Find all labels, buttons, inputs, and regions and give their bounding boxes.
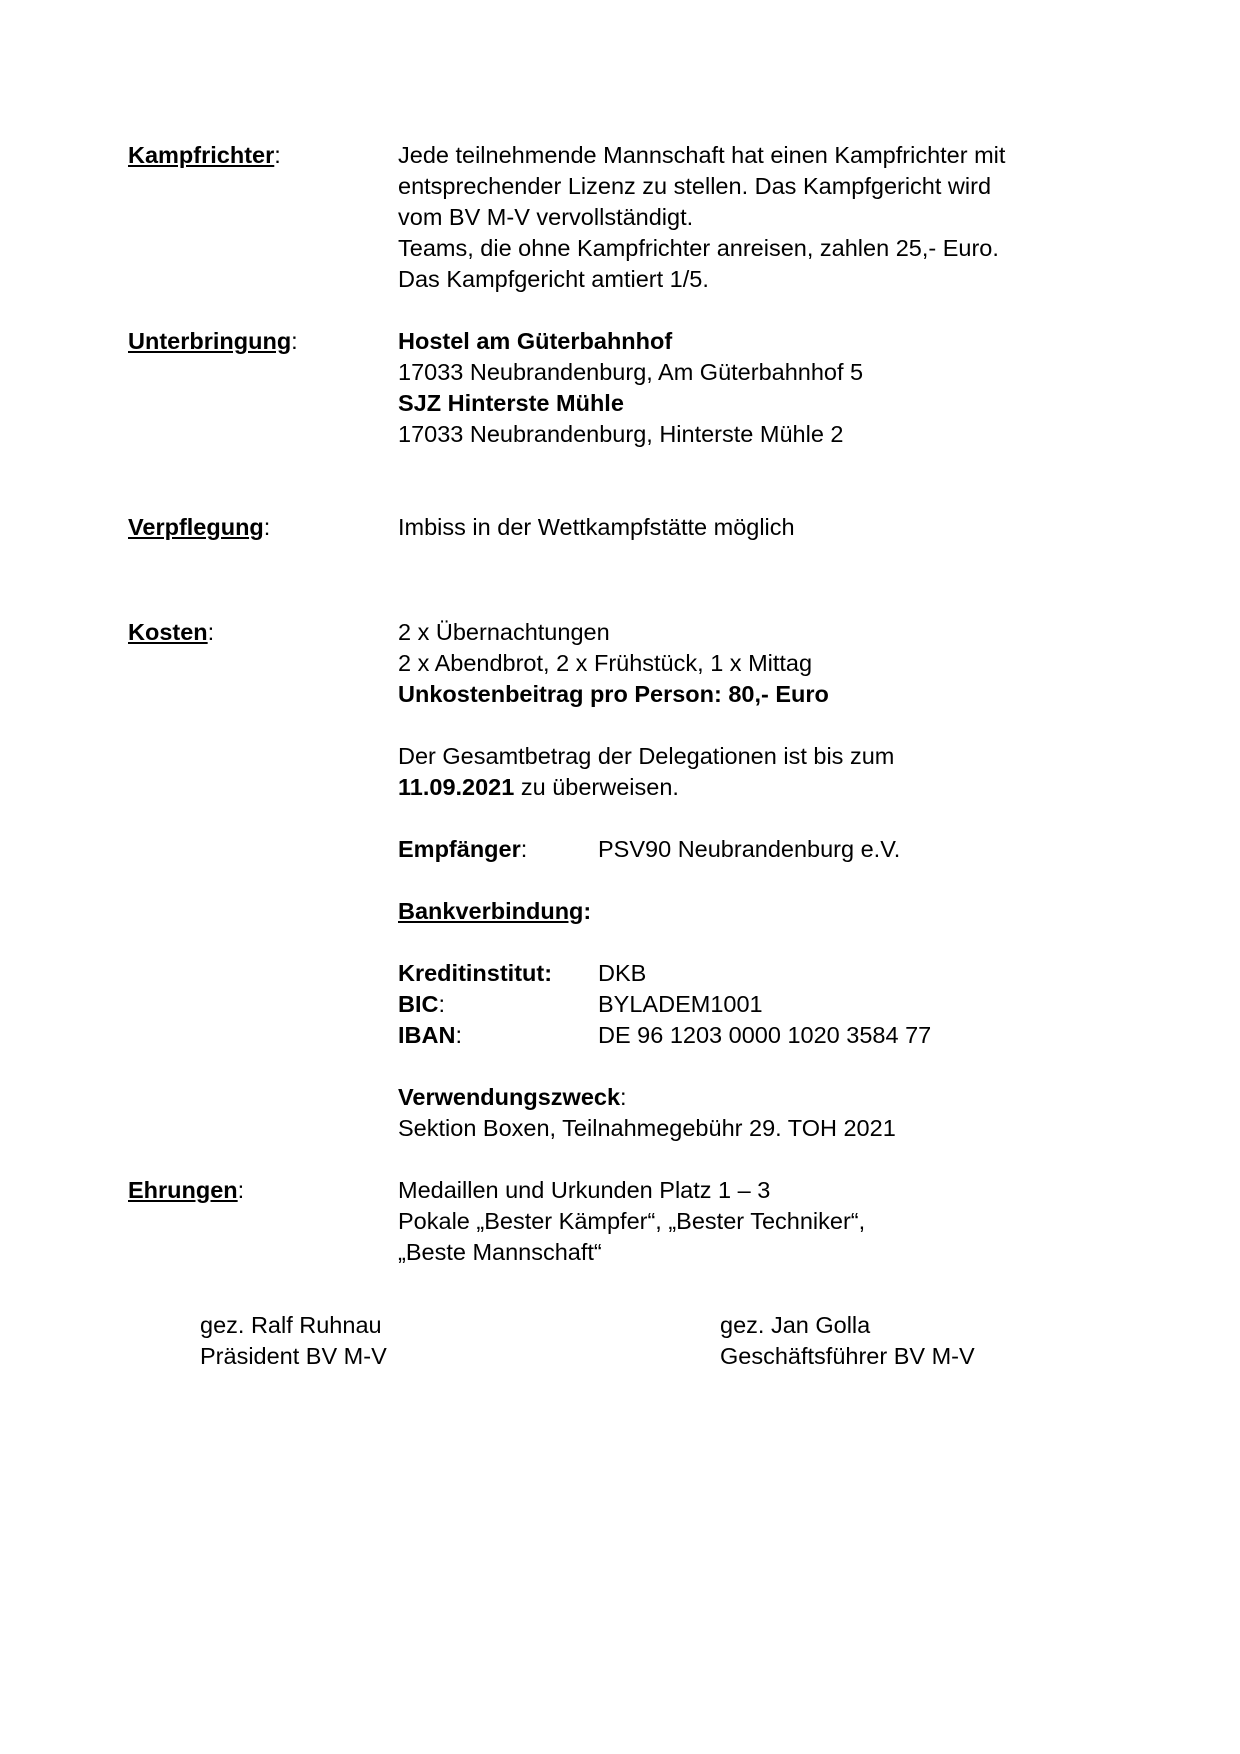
bank-heading-colon: : bbox=[583, 898, 592, 924]
spacer bbox=[398, 927, 1118, 958]
bank-field-value-iban: DE 96 1203 0000 1020 3584 77 bbox=[598, 1022, 932, 1048]
signature-right bbox=[720, 1310, 1100, 1372]
recipient-row bbox=[398, 834, 1118, 865]
signature-block bbox=[200, 1310, 1100, 1372]
bank-field-label-bic-colon: : bbox=[438, 991, 446, 1017]
section-term: Verpflegung bbox=[128, 514, 264, 540]
bank-heading bbox=[398, 896, 1118, 927]
section-term-colon: : bbox=[263, 514, 271, 540]
section-term-colon: : bbox=[291, 328, 298, 354]
section-unterbringung bbox=[128, 326, 1118, 450]
section-verpflegung bbox=[128, 512, 1118, 543]
recipient-value: PSV90 Neubrandenburg e.V. bbox=[598, 836, 901, 862]
spacer bbox=[128, 295, 1118, 326]
bank-field-label-iban-text: IBAN bbox=[398, 1022, 456, 1048]
text-line: Das Kampfgericht amtiert 1/5. bbox=[398, 266, 709, 292]
text-line: entsprechender Lizenz zu stellen. Das Kampfgericht wird bbox=[398, 173, 992, 199]
section-label-unterbringung bbox=[128, 326, 398, 357]
signature-role: Präsident BV M-V bbox=[200, 1343, 387, 1369]
bank-field-label-kreditinstitut: Kreditinstitut: bbox=[398, 960, 553, 986]
section-body-verpflegung bbox=[398, 512, 1118, 543]
text-line: Imbiss in der Wettkampfstätte möglich bbox=[398, 514, 795, 540]
bank-field-row bbox=[398, 989, 1118, 1020]
text-line: Pokale „Bester Kämpfer“, „Bester Techniker“, bbox=[398, 1208, 866, 1234]
bank-field-value-bic: BYLADEM1001 bbox=[598, 991, 763, 1017]
bank-field-label-iban-colon: : bbox=[455, 1022, 462, 1048]
signature-name: gez. Jan Golla bbox=[720, 1312, 871, 1338]
section-label-verpflegung bbox=[128, 512, 398, 543]
text-line: 17033 Neubrandenburg, Hinterste Mühle 2 bbox=[398, 421, 844, 447]
section-term: Unterbringung bbox=[128, 328, 292, 354]
section-term: Kosten bbox=[128, 619, 208, 645]
transfer-notice-tail: zu überweisen. bbox=[514, 774, 679, 800]
section-term-colon: : bbox=[237, 1177, 245, 1203]
transfer-notice-line-1: Der Gesamtbetrag der Delegationen ist bis zum bbox=[398, 743, 895, 769]
bank-heading-text: Bankverbindung bbox=[398, 898, 584, 924]
section-term-colon: : bbox=[274, 142, 281, 168]
text-line-fee: Unkostenbeitrag pro Person: 80,- Euro bbox=[398, 681, 829, 707]
text-line: Jede teilnehmende Mannschaft hat einen Kampfrichter mit bbox=[398, 142, 1006, 168]
text-line: vom BV M-V vervollständigt. bbox=[398, 204, 694, 230]
section-body-kampfrichter bbox=[398, 140, 1118, 295]
bank-field-label-bic bbox=[398, 989, 598, 1020]
section-term: Ehrungen bbox=[128, 1177, 238, 1203]
section-ehrungen bbox=[128, 1175, 1118, 1268]
text-line: 17033 Neubrandenburg, Am Güterbahnhof 5 bbox=[398, 359, 864, 385]
text-line: 2 x Abendbrot, 2 x Frühstück, 1 x Mittag bbox=[398, 650, 813, 676]
text-line: Hostel am Güterbahnhof bbox=[398, 328, 673, 354]
recipient-label-text: Empfänger bbox=[398, 836, 521, 862]
signature-name: gez. Ralf Ruhnau bbox=[200, 1312, 382, 1338]
signature-role: Geschäftsführer BV M-V bbox=[720, 1343, 975, 1369]
purpose-label bbox=[398, 1082, 1118, 1113]
transfer-due-date: 11.09.2021 bbox=[398, 774, 515, 800]
recipient-label bbox=[398, 834, 598, 865]
section-term-colon: : bbox=[207, 619, 215, 645]
section-body-unterbringung bbox=[398, 326, 1118, 450]
section-label-ehrungen bbox=[128, 1175, 398, 1206]
bank-field-row bbox=[398, 958, 1118, 989]
section-label-kosten bbox=[128, 617, 398, 648]
purpose-label-text: Verwendungszweck bbox=[398, 1084, 621, 1110]
section-kampfrichter bbox=[128, 140, 1118, 295]
text-line: 2 x Übernachtungen bbox=[398, 619, 610, 645]
document-body bbox=[128, 140, 1118, 1268]
section-term: Kampfrichter bbox=[128, 142, 275, 168]
spacer bbox=[128, 450, 1118, 512]
purpose-value: Sektion Boxen, Teilnahmegebühr 29. TOH 2021 bbox=[398, 1115, 896, 1141]
purpose-label-colon: : bbox=[620, 1084, 627, 1110]
signature-left bbox=[200, 1310, 720, 1372]
spacer bbox=[398, 865, 1118, 896]
section-body-kosten bbox=[398, 617, 1118, 1144]
spacer bbox=[398, 1051, 1118, 1082]
spacer bbox=[128, 543, 1118, 617]
text-line: SJZ Hinterste Mühle bbox=[398, 390, 624, 416]
text-line: Teams, die ohne Kampfrichter anreisen, zahlen 25,- Euro. bbox=[398, 235, 999, 261]
section-body-ehrungen bbox=[398, 1175, 1118, 1268]
section-kosten bbox=[128, 617, 1118, 1144]
spacer bbox=[398, 710, 1118, 741]
bank-field-label-bic-text: BIC bbox=[398, 991, 439, 1017]
recipient-label-colon: : bbox=[520, 836, 528, 862]
section-label-kampfrichter bbox=[128, 140, 398, 171]
bank-field-row bbox=[398, 1020, 1118, 1051]
spacer bbox=[398, 803, 1118, 834]
text-line: Medaillen und Urkunden Platz 1 – 3 bbox=[398, 1177, 771, 1203]
text-line: „Beste Mannschaft“ bbox=[398, 1239, 602, 1265]
bank-field-label-iban bbox=[398, 1020, 598, 1051]
spacer bbox=[128, 1144, 1118, 1175]
transfer-notice-line-2 bbox=[398, 772, 1118, 803]
bank-field-value-kreditinstitut: DKB bbox=[598, 960, 647, 986]
